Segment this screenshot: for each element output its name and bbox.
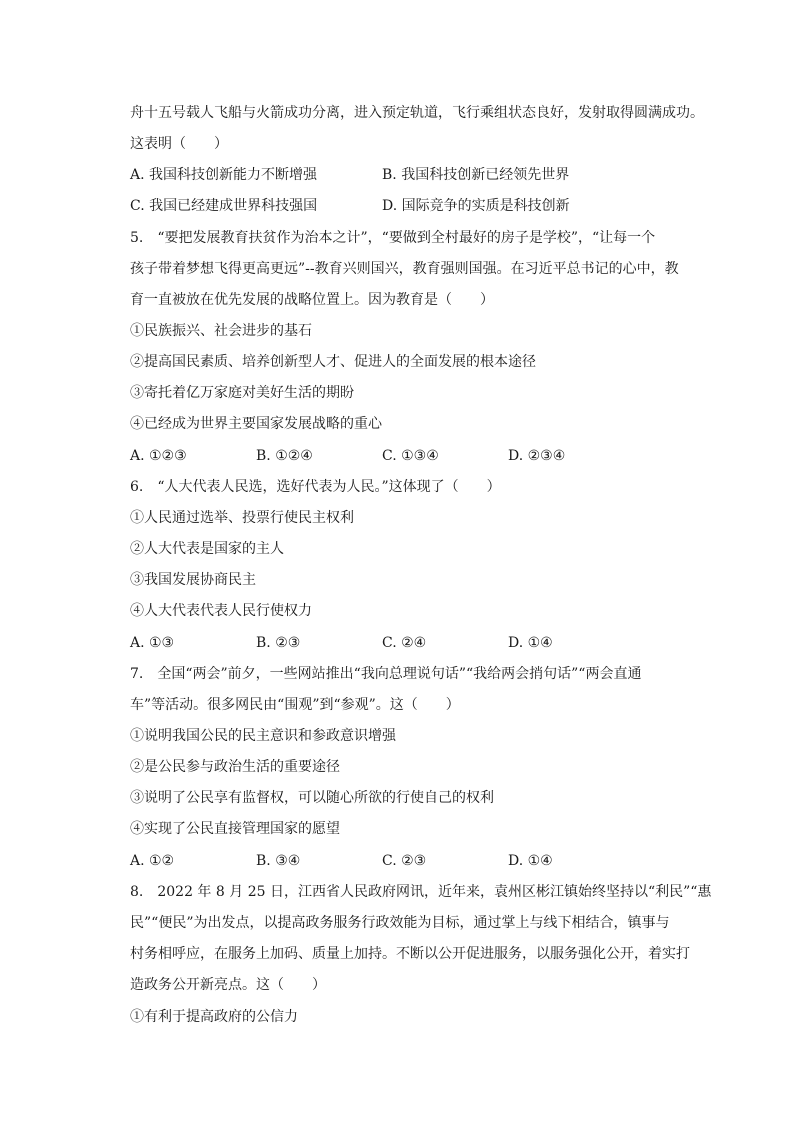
q4-option-a: A. 我国科技创新能力不断增强: [130, 167, 318, 183]
q4-option-d: D. 国际竞争的实质是科技创新: [382, 198, 570, 214]
q7-option-d: D. ①④: [508, 853, 553, 869]
q5-option-b: B. ①②④: [256, 448, 313, 464]
q6-stem-line-1: 6. “人大代表人民选，选好代表为人民。”这体现了（ ）: [130, 479, 501, 495]
q4-option-c: C. 我国已经建成世界科技强国: [130, 198, 318, 214]
q5-item-4: ④已经成为世界主要国家发展战略的重心: [130, 416, 382, 432]
q7-option-c: C. ②③: [382, 853, 427, 869]
q8-stem-line-3: 村务相呼应，在服务上加码、质量上加持。不断以公开促进服务，以服务强化公开，着实打: [130, 946, 690, 962]
q7-stem-line-1: 7. 全国“两会”前夕，一些网站推出“我向总理说句话”“我给两会捎句话”“两会直通: [130, 666, 642, 682]
q5-option-d: D. ②③④: [508, 448, 566, 464]
q6-item-4: ④人大代表代表人民行使权力: [130, 603, 312, 619]
q6-option-a: A. ①③: [130, 635, 175, 651]
q7-option-a: A. ①②: [130, 853, 175, 869]
q7-option-b: B. ③④: [256, 853, 301, 869]
q6-item-2: ②人大代表是国家的主人: [130, 541, 284, 557]
q5-stem-line-1: 5. “要把发展教育扶贫作为治本之计”，“要做到全村最好的房子是学校”，“让每一个: [130, 230, 656, 246]
q7-item-3: ③说明了公民享有监督权，可以随心所欲的行使自己的权利: [130, 790, 494, 806]
q7-stem-line-2: 车”等活动。很多网民由“围观”到“参观”。这（ ）: [130, 697, 460, 713]
q7-item-1: ①说明我国公民的民主意识和参政意识增强: [130, 728, 396, 744]
q5-option-a: A. ①②③: [130, 448, 187, 464]
q5-item-1: ①民族振兴、社会进步的基石: [130, 323, 312, 339]
q6-option-b: B. ②③: [256, 635, 301, 651]
q5-option-c: C. ①③④: [382, 448, 439, 464]
q4-stem-line-2: 这表明（ ）: [130, 136, 228, 152]
q5-item-2: ②提高国民素质、培养创新型人才、促进人的全面发展的根本途径: [130, 354, 536, 370]
q6-item-1: ①人民通过选举、投票行使民主权利: [130, 510, 354, 526]
q5-item-3: ③寄托着亿万家庭对美好生活的期盼: [130, 385, 354, 401]
q4-option-b: B. 我国科技创新已经领先世界: [382, 167, 570, 183]
q6-option-c: C. ②④: [382, 635, 427, 651]
q8-item-1: ①有利于提高政府的公信力: [130, 1009, 298, 1025]
q6-option-d: D. ①④: [508, 635, 553, 651]
q7-item-4: ④实现了公民直接管理国家的愿望: [130, 821, 340, 837]
q4-stem-line-1: 舟十五号载人飞船与火箭成功分离，进入预定轨道，飞行乘组状态良好，发射取得圆满成功。: [130, 105, 704, 121]
q5-stem-line-3: 育一直被放在优先发展的战略位置上。因为教育是（ ）: [130, 292, 494, 308]
q8-stem-line-4: 造政务公开新亮点。这（ ）: [130, 977, 326, 993]
q8-stem-line-2: 民”“便民”为出发点，以提高政务服务行政效能为目标，通过掌上与线下相结合，镇事与: [130, 915, 670, 931]
q5-stem-line-2: 孩子带着梦想飞得更高更远”--教育兴则国兴，教育强则国强。在习近平总书记的心中，教: [130, 261, 679, 277]
q8-stem-line-1: 8. 2022 年 8 月 25 日，江西省人民政府网讯，近年来，袁州区彬江镇始终坚持以“利民”“惠: [130, 884, 712, 900]
q6-item-3: ③我国发展协商民主: [130, 572, 256, 588]
q7-item-2: ②是公民参与政治生活的重要途径: [130, 759, 340, 775]
